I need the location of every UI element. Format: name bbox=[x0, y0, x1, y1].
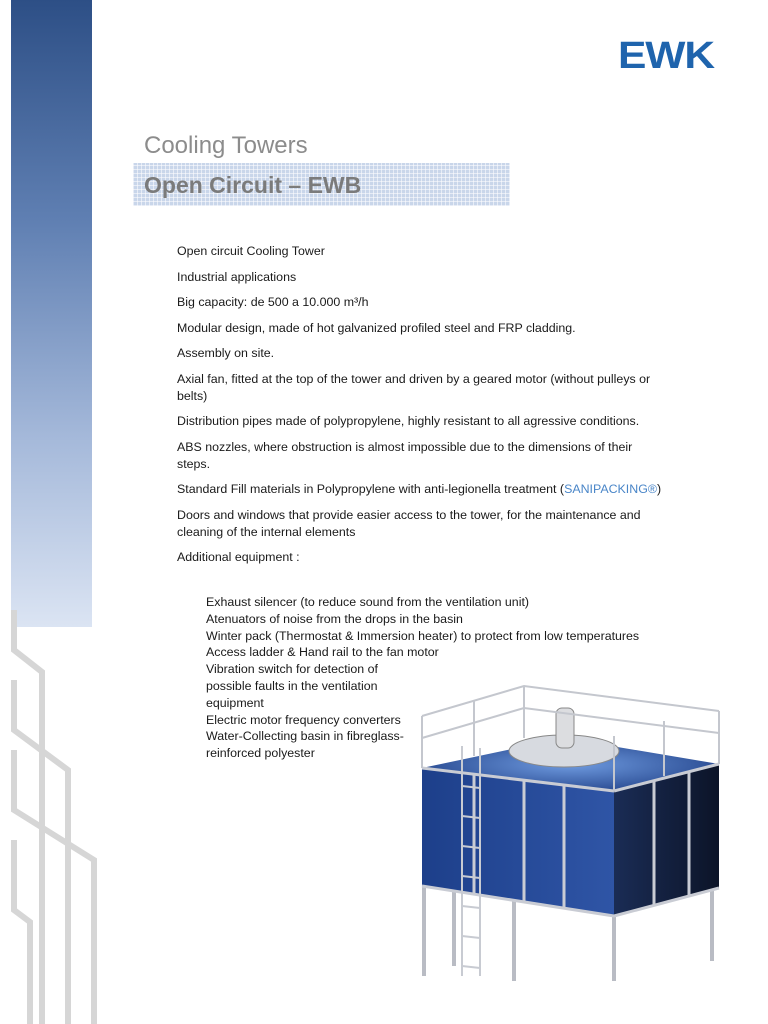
fill-close: ) bbox=[656, 482, 662, 496]
fill-item bbox=[177, 481, 667, 498]
feature-item: Axial fan, fitted at the top of the tower and driven by a geared motor (without pulleys or belts) bbox=[177, 371, 651, 403]
feature-list bbox=[177, 243, 667, 575]
equipment-item: Water-Collecting basin in fibreglass-reinforced polyester bbox=[206, 729, 404, 761]
feature-item: Modular design, made of hot galvanized profiled steel and FRP cladding. bbox=[177, 320, 576, 335]
equipment-item: Winter pack (Thermostat & Immersion heater) to protect from low temperatures bbox=[206, 628, 640, 643]
additional-heading: Additional equipment : bbox=[177, 550, 300, 564]
feature-item: ABS nozzles, where obstruction is almost impossible due to the dimensions of their steps. bbox=[177, 439, 633, 471]
equipment-item: Vibration switch for detection of possible faults in the ventilation equipment bbox=[206, 662, 378, 710]
equipment-item: Atenuators of noise from the drops in the basin bbox=[206, 611, 463, 626]
product-title: Open Circuit – EWB bbox=[144, 172, 362, 198]
sanipacking-link[interactable]: SANIPACKING® bbox=[564, 482, 657, 496]
category-title: Cooling Towers bbox=[144, 132, 308, 159]
cooling-tower-illustration bbox=[414, 676, 732, 986]
feature-item: Industrial applications bbox=[177, 269, 297, 284]
fill-text: Standard Fill materials in Polypropylene with anti-legionella treatment ( bbox=[177, 482, 565, 496]
doors-item: Doors and windows that provide easier access to the tower, for the maintenance and cleaning of the internal elements bbox=[177, 507, 641, 539]
equipment-item: Electric motor frequency converters bbox=[206, 712, 401, 727]
decorative-lines bbox=[0, 610, 110, 1024]
feature-item: Big capacity: de 500 a 10.000 m³/h bbox=[177, 295, 369, 309]
feature-item: Assembly on site. bbox=[177, 346, 275, 360]
equipment-item: Exhaust silencer (to reduce sound from the ventilation unit) bbox=[206, 595, 530, 609]
sidebar-band bbox=[11, 0, 92, 627]
feature-item: Distribution pipes made of polypropylene, highly resistant to all agressive conditions. bbox=[177, 414, 640, 428]
feature-item: Open circuit Cooling Tower bbox=[177, 244, 325, 258]
equipment-item: Access ladder & Hand rail to the fan motor bbox=[206, 645, 439, 660]
ewk-logo: EWK bbox=[618, 35, 714, 77]
